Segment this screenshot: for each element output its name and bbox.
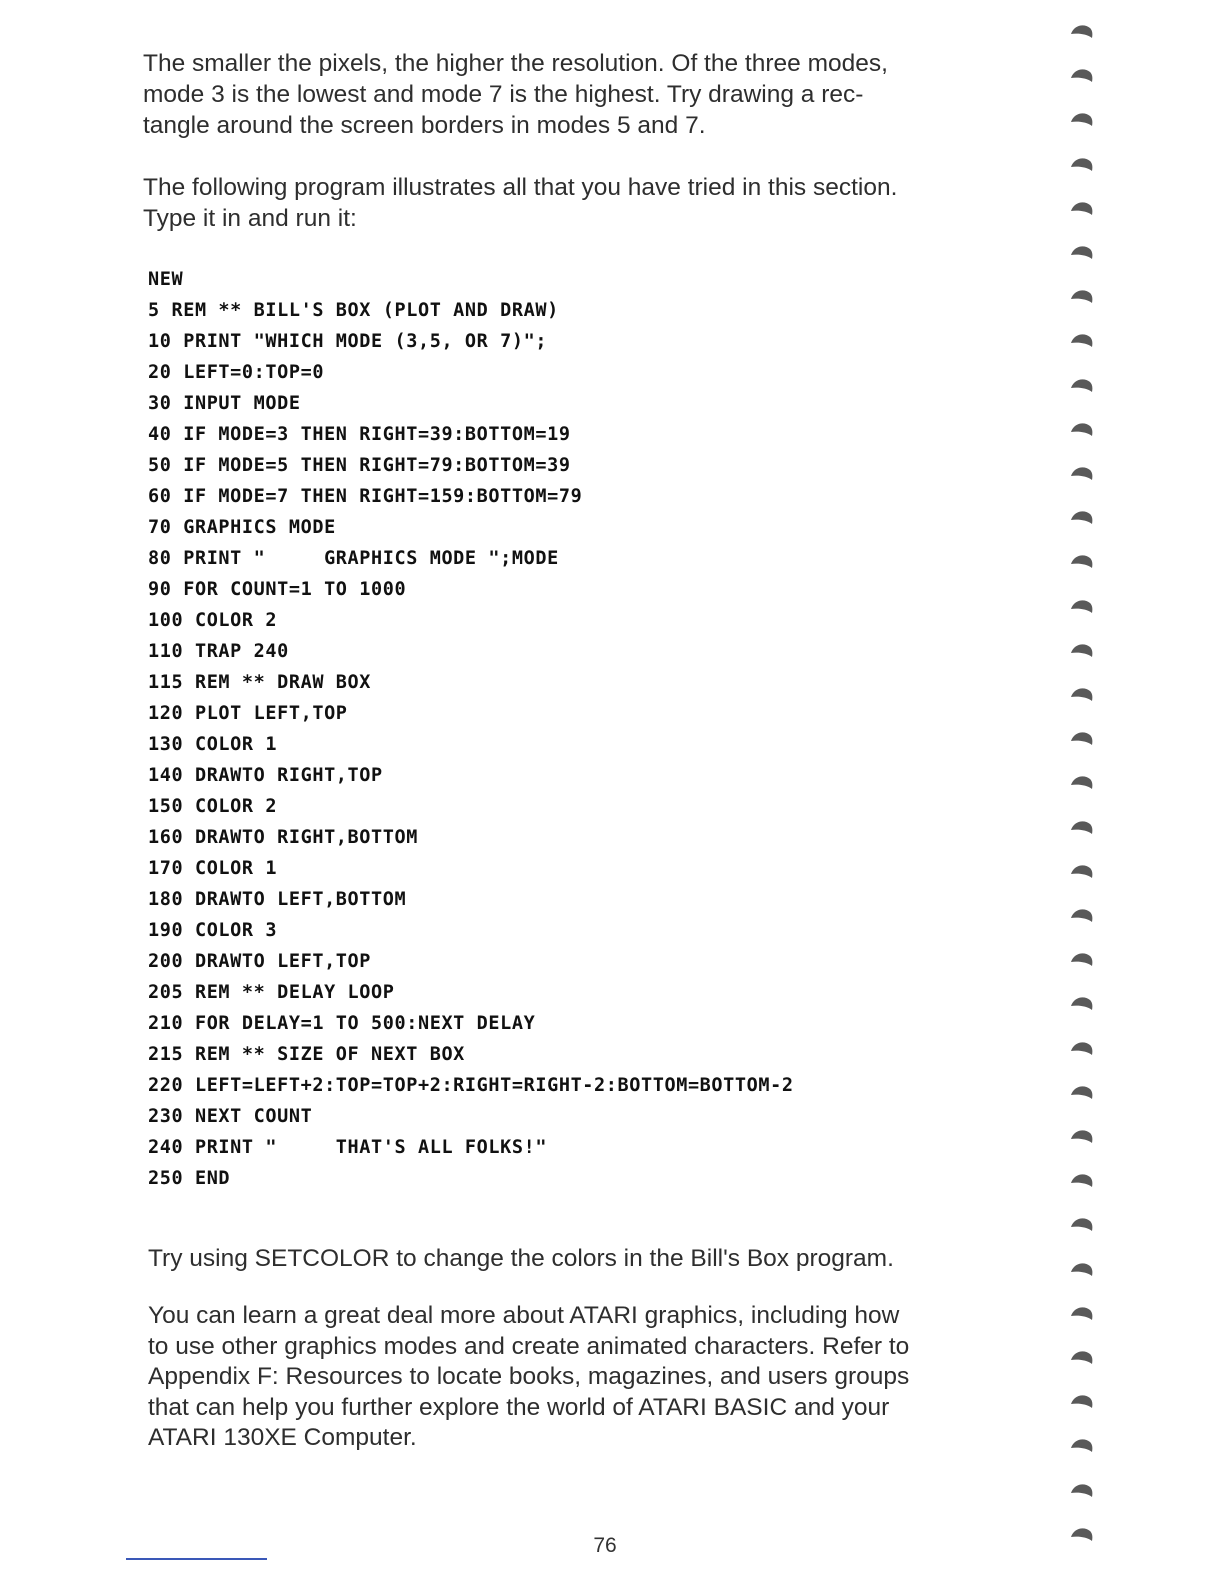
binding-hole-mark xyxy=(1068,685,1094,703)
text-line: You can learn a great deal more about ATARI graphics, including how xyxy=(148,1302,900,1329)
binding-hole-mark xyxy=(1068,641,1094,659)
binding-hole-mark xyxy=(1068,1392,1094,1410)
code-line: 90 FOR COUNT=1 TO 1000 xyxy=(148,579,407,600)
code-line: 10 PRINT "WHICH MODE (3,5, OR 7)"; xyxy=(148,331,548,352)
binding-hole-mark xyxy=(1068,1525,1094,1543)
binding-hole-mark xyxy=(1068,420,1094,438)
binding-hole-mark xyxy=(1068,331,1094,349)
text-line: Appendix F: Resources to locate books, magazines, and users groups xyxy=(148,1363,910,1390)
code-line: NEW xyxy=(148,269,184,290)
binding-hole-mark xyxy=(1068,1083,1094,1101)
code-line: 230 NEXT COUNT xyxy=(148,1106,313,1127)
binding-hole-mark xyxy=(1068,906,1094,924)
binding-hole-mark xyxy=(1068,155,1094,173)
code-line: 120 PLOT LEFT,TOP xyxy=(148,703,348,724)
binding-hole-mark xyxy=(1068,508,1094,526)
page-number: 76 xyxy=(593,1534,617,1557)
code-line: 30 INPUT MODE xyxy=(148,393,301,414)
code-line: 205 REM ** DELAY LOOP xyxy=(148,982,395,1003)
code-line: 200 DRAWTO LEFT,TOP xyxy=(148,951,372,972)
basic-program-listing xyxy=(148,264,794,1194)
binding-hole-mark xyxy=(1068,1481,1094,1499)
text-line: mode 3 is the lowest and mode 7 is the highest. Try drawing a rec- xyxy=(143,81,864,108)
binding-hole-mark xyxy=(1068,1215,1094,1233)
binding-hole-mark xyxy=(1068,243,1094,261)
code-line: 110 TRAP 240 xyxy=(148,641,289,662)
closing-paragraph xyxy=(148,1301,909,1454)
code-line: 180 DRAWTO LEFT,BOTTOM xyxy=(148,889,407,910)
code-line: 70 GRAPHICS MODE xyxy=(148,517,336,538)
code-line: 215 REM ** SIZE OF NEXT BOX xyxy=(148,1044,465,1065)
binding-hole-mark xyxy=(1068,862,1094,880)
code-line: 250 END xyxy=(148,1168,231,1189)
text-line: to use other graphics modes and create animated characters. Refer to xyxy=(148,1332,910,1360)
binding-hole-mark xyxy=(1068,376,1094,394)
binding-hole-mark xyxy=(1068,464,1094,482)
text-line: The smaller the pixels, the higher the resolution. Of the three modes, xyxy=(143,50,888,77)
footer-rule xyxy=(126,1558,267,1560)
binding-hole-mark xyxy=(1068,773,1094,791)
binding-hole-mark xyxy=(1068,66,1094,84)
code-line: 150 COLOR 2 xyxy=(148,796,278,817)
binding-hole-mark xyxy=(1068,287,1094,305)
code-line: 100 COLOR 2 xyxy=(148,610,278,631)
text-line: that can help you further explore the world of ATARI BASIC and your xyxy=(148,1393,890,1421)
program-intro-paragraph xyxy=(143,172,897,234)
binding-hole-mark xyxy=(1068,110,1094,128)
binding-hole-mark xyxy=(1068,552,1094,570)
binding-hole-mark xyxy=(1068,1260,1094,1278)
binding-hole-mark xyxy=(1068,199,1094,217)
code-line: 130 COLOR 1 xyxy=(148,734,278,755)
code-line: 190 COLOR 3 xyxy=(148,920,278,941)
binding-hole-mark xyxy=(1068,1127,1094,1145)
code-line: 40 IF MODE=3 THEN RIGHT=39:BOTTOM=19 xyxy=(148,424,571,445)
spiral-binding xyxy=(1060,0,1110,1584)
text-line: Type it in and run it: xyxy=(143,205,357,232)
code-line: 140 DRAWTO RIGHT,TOP xyxy=(148,765,383,786)
code-line: 210 FOR DELAY=1 TO 500:NEXT DELAY xyxy=(148,1013,536,1034)
binding-hole-mark xyxy=(1068,1304,1094,1322)
binding-hole-mark xyxy=(1068,1436,1094,1454)
binding-hole-mark xyxy=(1068,1171,1094,1189)
text-line: Try using SETCOLOR to change the colors in the Bill's Box program. xyxy=(148,1245,894,1272)
code-line: 60 IF MODE=7 THEN RIGHT=159:BOTTOM=79 xyxy=(148,486,583,507)
binding-hole-mark xyxy=(1068,22,1094,40)
text-line: ATARI 130XE Computer. xyxy=(148,1424,417,1451)
binding-hole-mark xyxy=(1068,994,1094,1012)
code-line: 160 DRAWTO RIGHT,BOTTOM xyxy=(148,827,418,848)
binding-hole-mark xyxy=(1068,729,1094,747)
code-line: 170 COLOR 1 xyxy=(148,858,278,879)
code-line: 5 REM ** BILL'S BOX (PLOT AND DRAW) xyxy=(148,300,559,321)
setcolor-tip-paragraph xyxy=(148,1243,894,1274)
code-line: 220 LEFT=LEFT+2:TOP=TOP+2:RIGHT=RIGHT-2:BOTTOM=BOTTOM-2 xyxy=(148,1075,794,1096)
binding-hole-mark xyxy=(1068,950,1094,968)
code-line: 80 PRINT " GRAPHICS MODE ";MODE xyxy=(148,548,559,569)
binding-hole-mark xyxy=(1068,1039,1094,1057)
code-line: 115 REM ** DRAW BOX xyxy=(148,672,372,693)
code-line: 240 PRINT " THAT'S ALL FOLKS!" xyxy=(148,1137,548,1158)
text-line: The following program illustrates all that you have tried in this section. xyxy=(143,174,898,201)
binding-hole-mark xyxy=(1068,597,1094,615)
binding-hole-mark xyxy=(1068,1348,1094,1366)
code-line: 20 LEFT=0:TOP=0 xyxy=(148,362,325,383)
text-line: tangle around the screen borders in modes 5 and 7. xyxy=(143,112,706,139)
binding-hole-mark xyxy=(1068,818,1094,836)
intro-paragraph xyxy=(143,48,888,141)
code-line: 50 IF MODE=5 THEN RIGHT=79:BOTTOM=39 xyxy=(148,455,571,476)
